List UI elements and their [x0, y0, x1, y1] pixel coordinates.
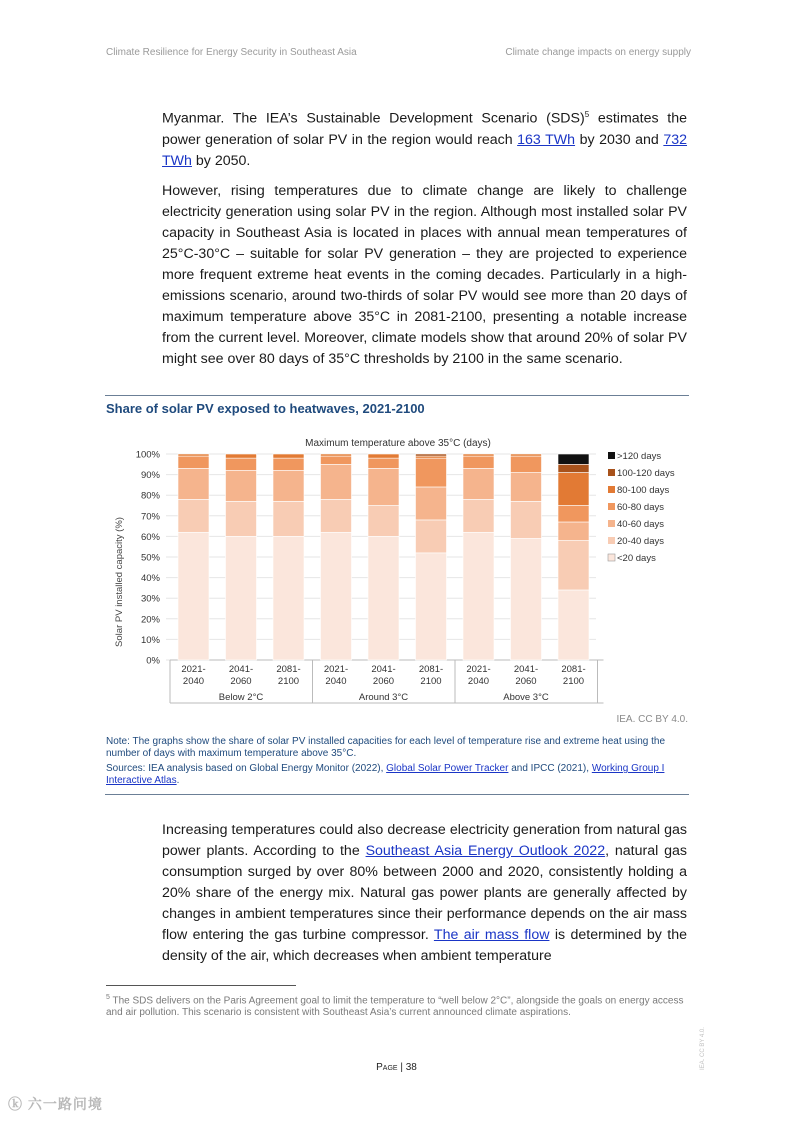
paragraph-1-text-a: Myanmar. The IEA’s Sustainable Development Scenario (SDS) [162, 110, 585, 127]
bar-segment [321, 532, 352, 660]
bar-segment [463, 499, 494, 532]
bar-segment [558, 464, 589, 472]
x-category-label: 2060 [230, 676, 252, 687]
bar-segment [178, 532, 209, 660]
paragraph-3 [162, 820, 687, 967]
link-global-solar-power-tracker[interactable]: Global Solar Power Tracker [386, 763, 509, 774]
paragraph-1-text-c: by 2030 and [575, 131, 664, 148]
link-sea-energy-outlook[interactable]: Southeast Asia Energy Outlook 2022 [365, 843, 606, 859]
bar-segment [416, 454, 447, 456]
header-left: Climate Resilience for Energy Security in Southeast Asia [106, 47, 357, 58]
bar-segment [178, 468, 209, 499]
bar-segment [273, 458, 304, 470]
bar-segment [226, 454, 257, 458]
watermark-icon: ⓚ [8, 1096, 23, 1112]
bar-segment [368, 468, 399, 505]
bar-segment [511, 473, 542, 502]
sources-end: . [176, 775, 180, 786]
legend-label: 20-40 days [617, 536, 665, 547]
y-tick-label: 60% [140, 531, 160, 543]
paragraph-2: However, rising temperatures due to climate change are likely to challenge electricity generation using solar PV in the region. Although most installed solar PV capacity in Southeast Asia is located in places with annual mean temperatures of 25°C-30°C – suitable for solar PV generation – they are projected to experience more frequent extreme heat events in the coming decades. Particularly in a high-emissions scenario, around two-thirds of solar PV would see more than 20 days of maximum temperature above 35°C in 2081-2100, presenting a notable increase from the current level. Moreover, climate models show that around 20% of solar PV might see over 80 days of 35°C thresholds by 2100 in the same scenario. [162, 183, 687, 367]
bar-segment [511, 456, 542, 472]
footnote-5 [106, 992, 690, 1019]
footnote-text: The SDS delivers on the Paris Agreement goal to limit the temperature to “well below 2°C”, alongside the goals on energy access and air pollution. This scenario is consistent with Southeast Asia’s current announced climate aspirations. [106, 995, 684, 1019]
figure-note: Note: The graphs show the share of solar PV installed capacities for each level of temperature rise and extreme heat using the number of days with maximum temperature above 35°C. [106, 736, 666, 759]
paragraph-1 [162, 104, 687, 172]
figure-sources [106, 763, 688, 787]
bar-segment [558, 506, 589, 522]
paragraph-3-text-c: is determined by the density of the air, which decreases when ambient temperature [162, 927, 687, 964]
x-category-label: 2081- [561, 664, 586, 675]
figure-title: Share of solar PV exposed to heatwaves, 2021-2100 [106, 401, 425, 416]
legend-label: 60-80 days [617, 502, 665, 513]
bar-segment [178, 456, 209, 468]
bar-segment [511, 538, 542, 660]
bar-segment [558, 590, 589, 660]
footnote-number: 5 [106, 994, 110, 1001]
x-category-label: 2021- [181, 664, 206, 675]
x-category-label: 2100 [277, 676, 300, 687]
legend-label: 40-60 days [617, 519, 665, 530]
y-tick-label: 10% [140, 634, 160, 646]
bar-segment [511, 501, 542, 538]
group-label: Below 2°C [218, 692, 264, 703]
page-number: Page | 38 [376, 1062, 417, 1073]
footnote-rule [106, 985, 296, 986]
bar-segment [368, 454, 399, 458]
link-732-twh[interactable]: 732 TWh [162, 131, 688, 169]
x-category-label: 2040 [182, 676, 205, 687]
bar-segment [321, 464, 352, 499]
bar-segment [463, 532, 494, 660]
y-tick-label: 90% [140, 470, 160, 482]
link-163-twh[interactable]: 163 TWh [517, 131, 576, 148]
y-tick-label: 80% [140, 490, 160, 502]
bar-segment [463, 468, 494, 499]
bar-segment [226, 536, 257, 660]
sources-mid: and IPCC (2021), [508, 763, 592, 774]
link-working-group-atlas[interactable]: Working Group I Interactive Atlas [106, 763, 665, 786]
figure-top-rule [105, 395, 689, 396]
bar-segment [416, 458, 447, 487]
group-label: Above 3°C [503, 692, 549, 703]
x-category-label: 2100 [562, 676, 585, 687]
legend-swatch [608, 503, 615, 510]
figure-credit: IEA. CC BY 4.0. [616, 714, 688, 725]
bar-segment [273, 536, 304, 660]
bar-segment [273, 454, 304, 458]
x-category-label: 2041- [513, 664, 539, 675]
page-label: Page [376, 1062, 398, 1073]
bar-segment [321, 454, 352, 456]
paragraph-3-text-b: , natural gas consumption surged by over 80% between 2000 and 2020, consistently holding a 20% share of the energy mix. Natural gas power plants are generally affected by changes in ambient temperatures since their performance depends on the air mass flow entering the gas turbine compressor. [162, 843, 687, 943]
y-tick-label: 100% [135, 449, 160, 461]
group-label: Around 3°C [358, 692, 409, 703]
y-tick-label: 70% [140, 511, 160, 523]
bar-segment [178, 454, 209, 456]
bar-segment [368, 458, 399, 468]
y-tick-label: 0% [146, 655, 160, 667]
legend-swatch [608, 452, 615, 459]
bar-segment [416, 487, 447, 520]
bar-segment [273, 470, 304, 501]
x-category-label: 2081- [276, 664, 301, 675]
legend-swatch [608, 537, 615, 544]
bar-segment [558, 541, 589, 590]
bar-segment [463, 456, 494, 468]
bar-segment [463, 454, 494, 456]
watermark-text: 六一路问境 [27, 1096, 103, 1112]
chart-ylabel: Solar PV installed capacity (%) [114, 517, 125, 647]
x-category-label: 2041- [228, 664, 254, 675]
x-category-label: 2060 [515, 676, 537, 687]
x-category-label: 2041- [371, 664, 396, 675]
bar-segment [558, 454, 589, 464]
y-tick-label: 50% [140, 552, 160, 564]
x-category-label: 2081- [418, 664, 444, 675]
sources-prefix: Sources: IEA analysis based on Global Energy Monitor (2022), [106, 763, 387, 774]
legend-swatch [608, 486, 615, 493]
bar-segment [368, 536, 399, 660]
bar-segment [368, 506, 399, 537]
chart-title: Maximum temperature above 35°C (days) [305, 438, 491, 449]
figure-bottom-rule [105, 794, 689, 795]
x-category-label: 2021- [466, 664, 491, 675]
page-value: 38 [405, 1062, 417, 1073]
watermark-logo [8, 1094, 103, 1114]
x-category-label: 2040 [467, 676, 490, 687]
bar-segment [321, 499, 352, 532]
x-category-label: 2040 [325, 676, 347, 687]
bar-segment [321, 456, 352, 464]
legend-label: >120 days [617, 451, 662, 462]
x-category-label: 2021- [323, 664, 349, 675]
x-category-label: 2100 [420, 676, 442, 687]
y-tick-label: 30% [140, 593, 160, 605]
bar-segment [416, 456, 447, 458]
bar-segment [226, 470, 257, 501]
paragraph-3-text-a: Increasing temperatures could also decrease electricity generation from natural gas power plants. According to the [162, 822, 687, 859]
legend-label: <20 days [617, 553, 656, 564]
legend-label: 100-120 days [617, 468, 675, 479]
bar-segment [273, 501, 304, 536]
bar-segment [416, 553, 447, 660]
bar-segment [511, 454, 542, 456]
x-category-label: 2060 [372, 676, 395, 687]
legend-swatch [608, 554, 615, 561]
bar-segment [558, 522, 589, 541]
bar-segment [226, 501, 257, 536]
heatwave-chart [106, 430, 690, 710]
y-tick-label: 20% [140, 614, 160, 626]
paragraph-1-text-b: estimates the power generation of solar PV in the region would reach [162, 110, 687, 148]
side-credit: IEA. CC BY 4.0. [700, 1027, 706, 1070]
legend-swatch [608, 520, 615, 527]
y-tick-label: 40% [140, 573, 160, 585]
legend-label: 80-100 days [617, 485, 670, 496]
paragraph-1-text-d: by 2050. [191, 152, 251, 169]
footnote-ref-5[interactable]: 5 [584, 110, 590, 119]
header-right: Climate change impacts on energy supply [505, 47, 691, 58]
bar-segment [416, 520, 447, 553]
bar-segment [226, 458, 257, 470]
link-air-mass-flow[interactable]: The air mass flow [433, 927, 550, 943]
bar-segment [558, 473, 589, 506]
legend-swatch [608, 469, 615, 476]
bar-segment [178, 499, 209, 532]
